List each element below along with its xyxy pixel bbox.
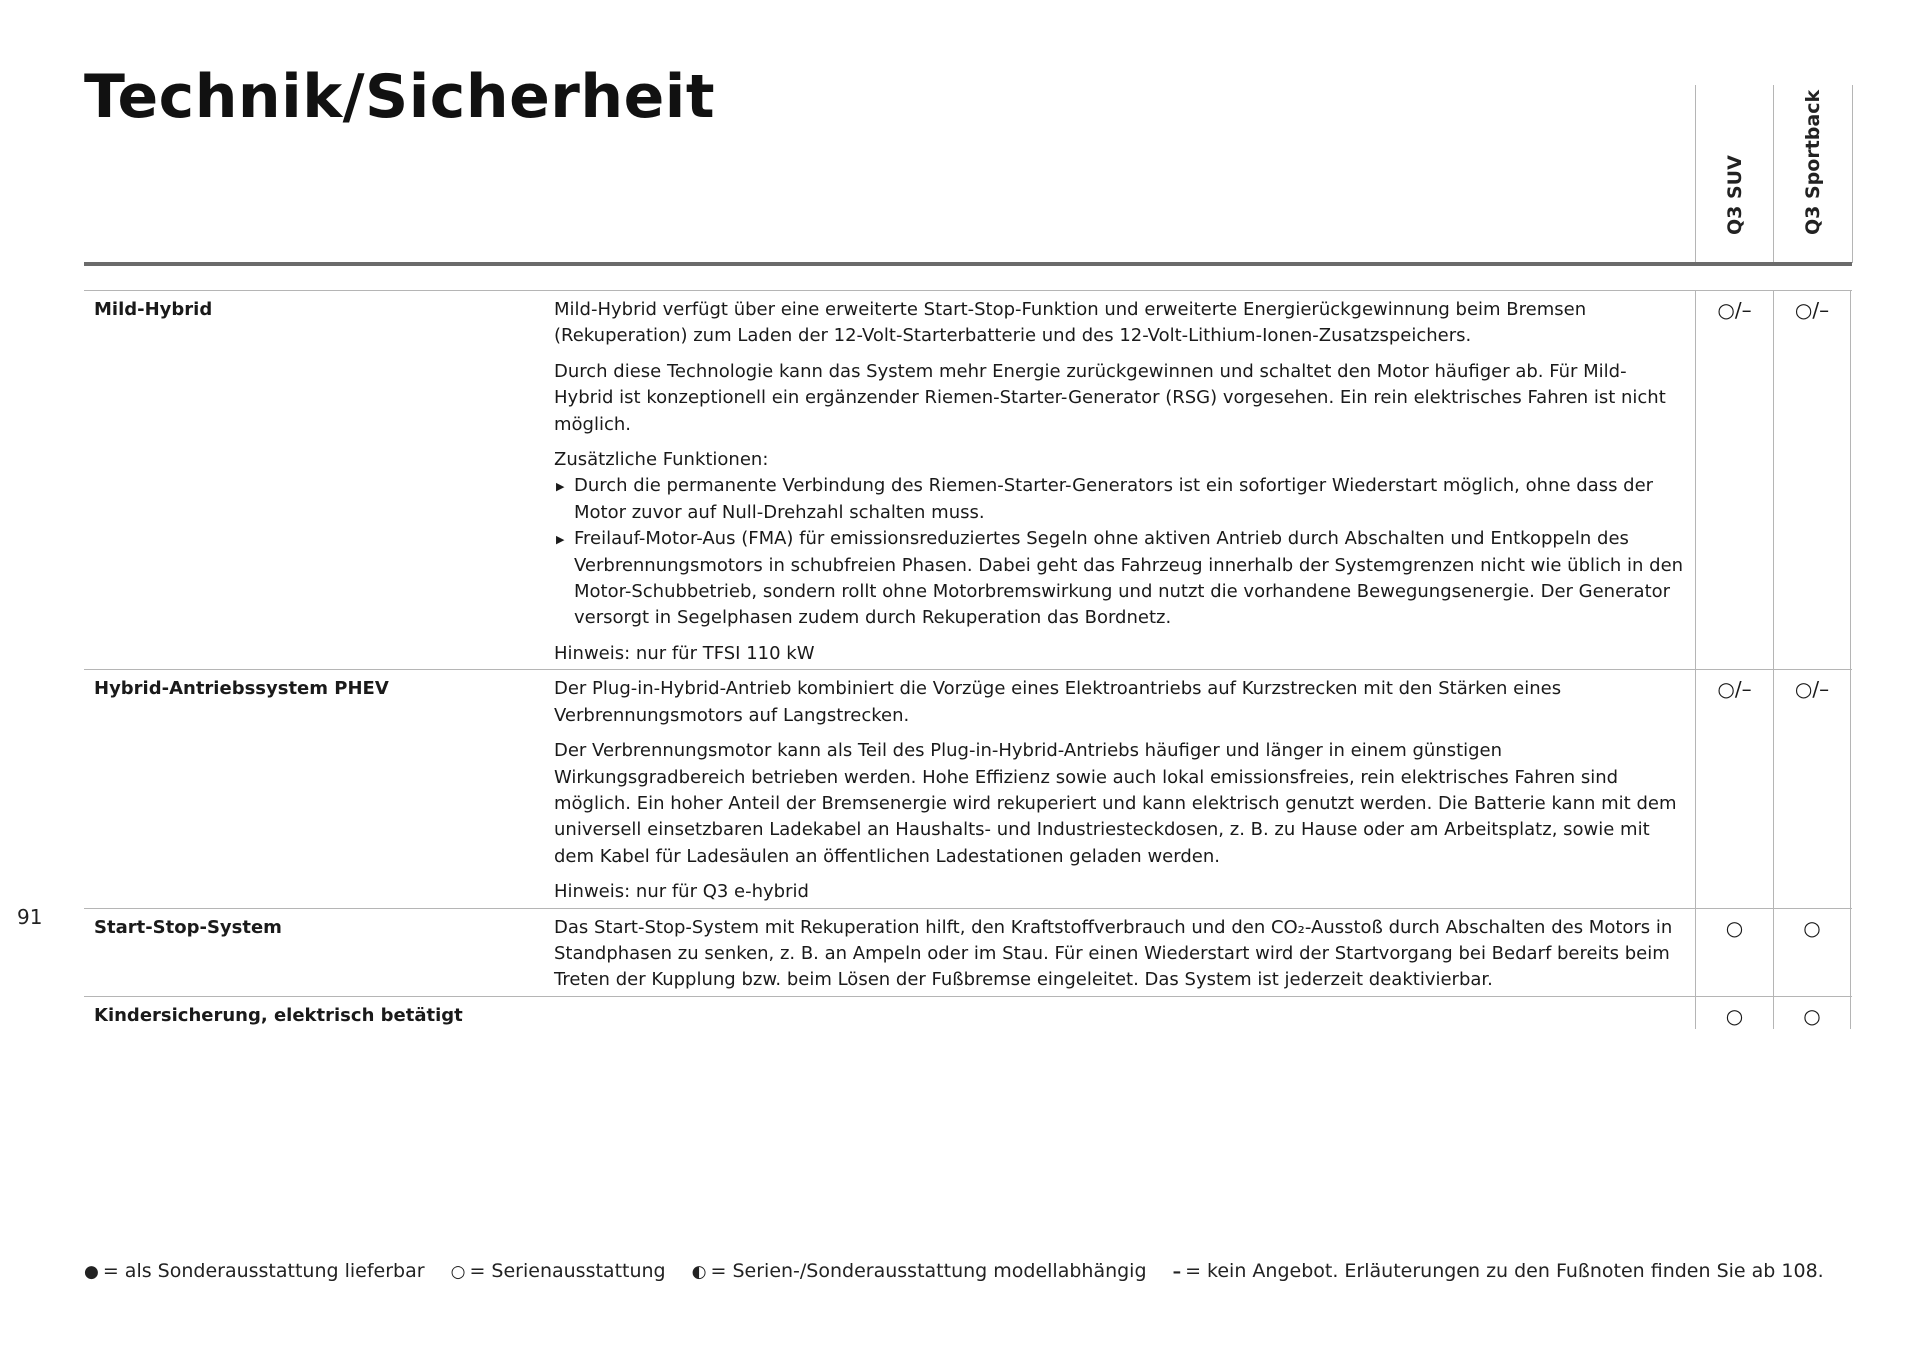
half-circle-icon: ◐ (691, 1262, 707, 1282)
description-paragraph: Mild-Hybrid verfügt über eine erweiterte Start-Stop-Funktion und erweiterte Energierückgewinnung beim Bremsen (Rekuperation) zum Laden der 12-Volt-Starterbatterie und des 12-Volt-Lithium-Ionen-Zusatzspeichers. (554, 299, 1587, 347)
legend-optional (84, 1260, 425, 1282)
table-row-kindersicherung (84, 996, 1852, 1029)
legend-standard (451, 1260, 666, 1282)
row-description (544, 670, 1695, 907)
bullet-list (554, 473, 1685, 631)
legend-text: = als Sonderausstattung lieferbar (102, 1260, 425, 1282)
availability-mark-q3-suv: ○/– (1695, 291, 1773, 669)
page-title: Technik/Sicherheit (84, 62, 716, 132)
description-paragraph: Der Verbrennungsmotor kann als Teil des Plug-in-Hybrid-Antriebs häufiger und länger in einem günstigen Wirkungsgradbereich betrieben werden. Hohe Effizienz sowie auch lokal emissionsfreies, rein elektrisches Fahren sind möglich. Ein hoher Anteil der Bremsenergie wird rekuperiert und kann elektrisch genutzt werden. Die Batterie kann mit dem universell einsetzbaren Ladekabel an Haushalts- und Industriesteckdosen, z. B. zu Hause oder am Arbeitsplatz, sowie mit dem Kabel für Ladesäulen an öffentlichen Ladestationen geladen werden. (554, 740, 1677, 867)
description-paragraph: Der Plug-in-Hybrid-Antrieb kombiniert die Vorzüge eines Elektroantriebs auf Kurzstrecken mit den Stärken eines Verbrennungsmotors auf Langstrecken. (554, 678, 1562, 726)
header-divider (84, 262, 1852, 266)
description-paragraph: Durch diese Technologie kann das System mehr Energie zurückgewinnen und schaltet den Motor häufiger ab. Für Mild-Hybrid ist konzeptionell ein ergänzender Riemen-Starter-Generator (RSG) vorgesehen. Ein rein elektrisches Fahren ist nicht möglich. (554, 360, 1666, 435)
availability-mark-q3-suv: ○ (1695, 997, 1773, 1029)
availability-mark-q3-sportback: ○ (1773, 909, 1851, 996)
page-number: 91 (17, 905, 43, 929)
legend-text: = kein Angebot. Erläuterungen zu den Fußnoten finden Sie ab 108. (1185, 1260, 1824, 1282)
hint-note: Hinweis: nur für TFSI 110 kW (554, 642, 815, 664)
row-label: Hybrid-Antriebssystem PHEV (94, 678, 389, 700)
availability-mark-q3-suv: ○ (1695, 909, 1773, 996)
legend-none (1173, 1260, 1824, 1282)
column-header-label: Q3 Sportback (1802, 89, 1824, 235)
availability-mark-q3-sportback: ○/– (1773, 291, 1851, 669)
empty-circle-icon: ○ (450, 1262, 466, 1282)
bullet-item: ▶ Freilauf-Motor-Aus (FMA) für emissionsreduziertes Segeln ohne aktiven Antrieb durch Abschalten und Entkoppeln des Verbrennungsmotors in schubfreien Phasen. Dabei geht das Fahrzeug innerhalb der Systemgrenzen nicht wie üblich in den Motor-Schubbetrieb, sondern rollt ohne Motorbremswirkung und nutzt die vorhandene Bewegungsenergie. Der Generator versorgt in Segelphasen zudem durch Rekuperation das Bordnetz. (554, 526, 1685, 632)
column-header-q3-suv (1695, 85, 1774, 263)
legend-text: = Serien-/Sonderausstattung modellabhängig (710, 1260, 1147, 1282)
row-label: Mild-Hybrid (94, 299, 213, 320)
legend-text: = Serienausstattung (469, 1260, 666, 1282)
row-description (544, 291, 1695, 669)
availability-mark-q3-sportback: ○/– (1773, 670, 1851, 907)
availability-mark-q3-sportback: ○ (1773, 997, 1851, 1029)
column-header-q3-sportback (1773, 85, 1853, 263)
table-row-phev (84, 669, 1852, 907)
filled-circle-icon: ● (84, 1262, 99, 1282)
column-header-label: Q3 SUV (1724, 155, 1746, 235)
row-label: Start-Stop-System (94, 916, 282, 938)
availability-mark-q3-suv: ○/– (1695, 670, 1773, 907)
hint-note: Hinweis: nur für Q3 e-hybrid (554, 881, 809, 903)
legend-model (692, 1260, 1147, 1282)
description-paragraph: Das Start-Stop-System mit Rekuperation hilft, den Kraftstoffverbrauch und den CO₂-Ausstoß durch Abschalten des Motors in Standphasen zu senken, z. B. an Ampeln oder im Stau. Für einen Wiederstart wird der Startvorgang bei Bedarf bereits beim Treten der Kupplung bzw. beim Lösen der Fußbremse eingeleitet. Das System ist jederzeit deaktivierbar. (554, 916, 1673, 991)
description-paragraph: Zusätzliche Funktionen: (554, 449, 769, 471)
bullet-item: ▶ Durch die permanente Verbindung des Riemen-Starter-Generators ist ein sofortiger Wiederstart möglich, ohne dass der Motor zuvor auf Null-Drehzahl schalten muss. (554, 473, 1685, 526)
table-row-mild-hybrid (84, 290, 1852, 669)
legend (84, 1260, 1844, 1282)
feature-table (84, 290, 1852, 1029)
row-label: Kindersicherung, elektrisch betätigt (94, 1004, 463, 1026)
row-description (544, 997, 1695, 1029)
table-row-start-stop (84, 908, 1852, 996)
row-description (544, 909, 1695, 996)
dash-icon: – (1172, 1262, 1182, 1282)
